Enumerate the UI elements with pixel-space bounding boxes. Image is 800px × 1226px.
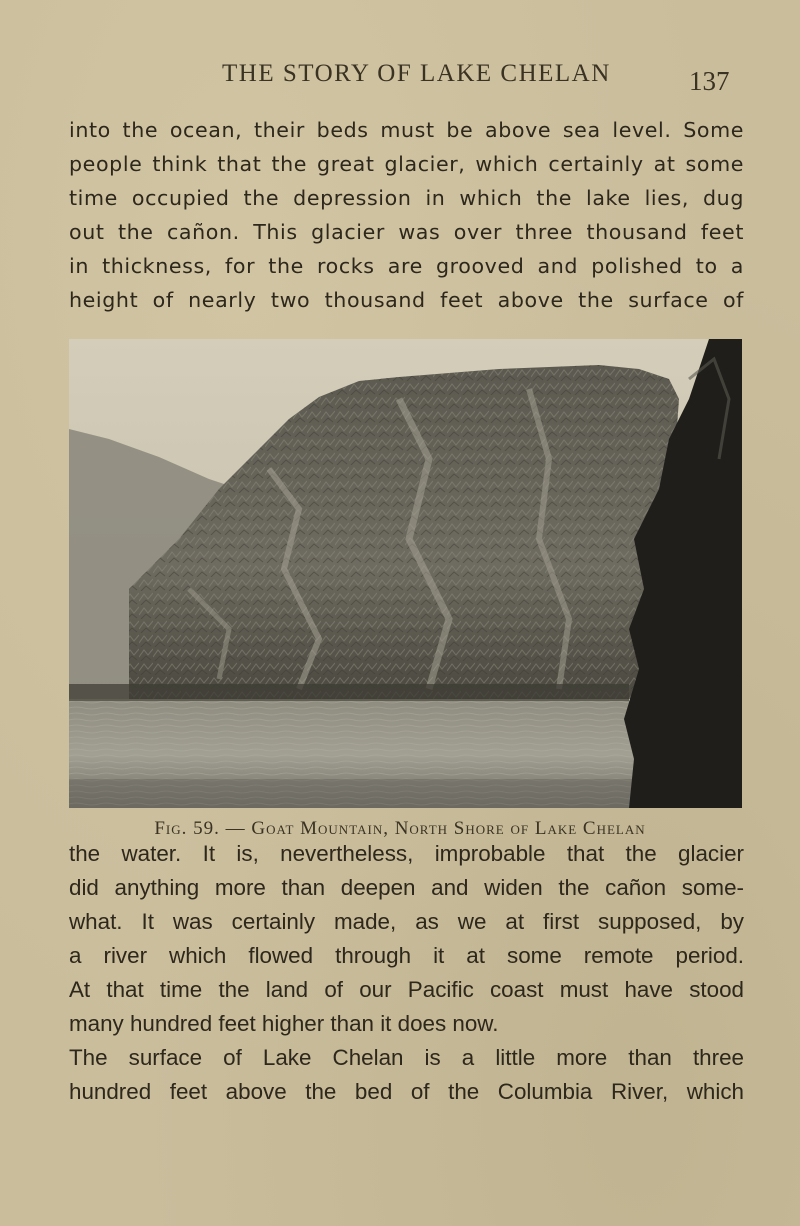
text-line: people think that the great glacier, which certainly at some bbox=[69, 152, 744, 176]
text-line: many hundred feet higher than it does now. bbox=[69, 1011, 499, 1036]
text-line: did anything more than deepen and widen the cañon some- bbox=[69, 875, 744, 900]
goat-mountain-photograph bbox=[69, 339, 742, 808]
text-block-top bbox=[69, 113, 744, 317]
text-line: what. It was certainly made, as we at first supposed, by bbox=[69, 909, 744, 934]
text-block-bottom bbox=[69, 837, 744, 1109]
running-head: THE STORY OF LAKE CHELAN bbox=[222, 60, 611, 87]
text-line: in thickness, for the rocks are grooved and polished to a bbox=[69, 254, 744, 278]
text-line: At that time the land of our Pacific coast must have stood bbox=[69, 977, 744, 1002]
text-line: the water. It is, nevertheless, improbable that the glacier bbox=[69, 841, 744, 866]
figure-title: Goat Mountain, North Shore of Lake Chelan bbox=[251, 818, 646, 839]
text-line: height of nearly two thousand feet above the surface of bbox=[69, 288, 744, 312]
text-line: into the ocean, their beds must be above sea level. Some bbox=[69, 118, 744, 142]
text-line: hundred feet above the bed of the Columbia River, which bbox=[69, 1079, 744, 1104]
text-line: The surface of Lake Chelan is a little more than three bbox=[69, 1045, 744, 1070]
text-line: out the cañon. This glacier was over three thousand feet bbox=[69, 220, 744, 244]
figure-label: Fig. 59. bbox=[154, 818, 220, 839]
text-line: time occupied the depression in which the lake lies, dug bbox=[69, 186, 744, 210]
text-line: a river which flowed through it at some remote period. bbox=[69, 943, 744, 968]
caption-separator: — bbox=[225, 818, 252, 839]
page-number: 137 bbox=[689, 66, 730, 96]
